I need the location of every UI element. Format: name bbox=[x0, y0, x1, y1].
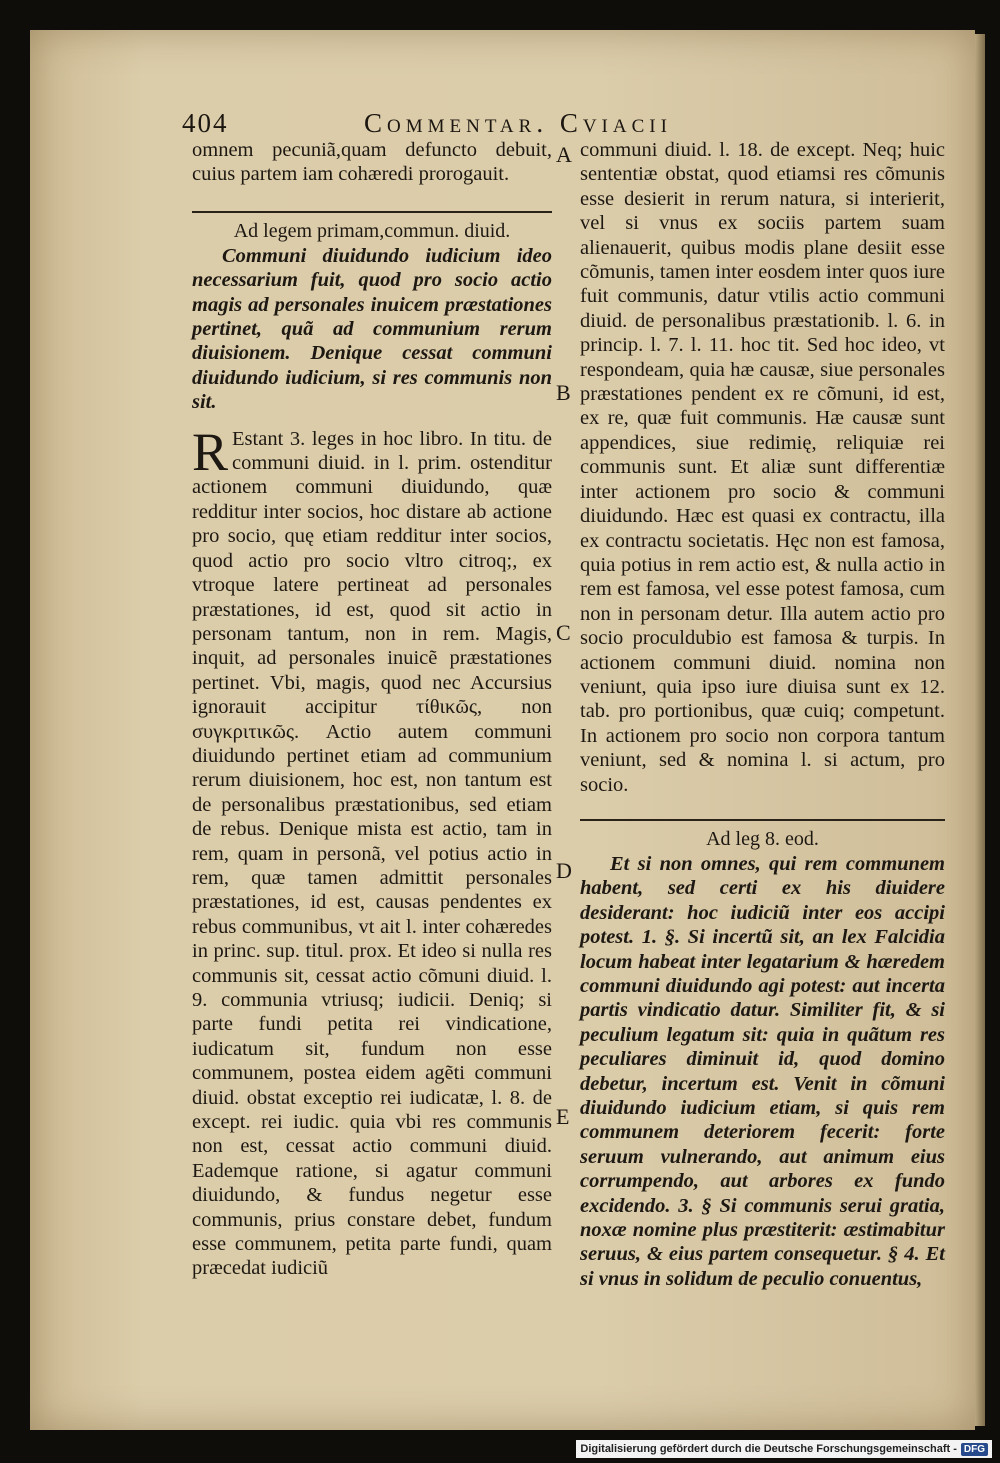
margin-letter-d: D bbox=[556, 858, 572, 883]
right-column bbox=[580, 138, 945, 1291]
drop-cap: R bbox=[192, 421, 229, 482]
footer-text: Digitalisierung gefördert durch die Deutsche Forschungsgemeinschaft - bbox=[580, 1443, 957, 1455]
dfg-logo-icon: DFG bbox=[961, 1443, 988, 1456]
margin-letter-b: B bbox=[556, 380, 571, 405]
margin-letter-e: E bbox=[556, 1104, 570, 1129]
left-top-text: omnem pecuniã,quam defuncto debuit, cuius partem iam cohæredi prorogauit. bbox=[192, 139, 552, 186]
page-edge bbox=[975, 34, 985, 1426]
left-section-heading: Ad legem primam,commun. diuid. bbox=[233, 219, 511, 242]
right-italic-text: Et si non omnes, qui rem communem habent, sed certi ex his diuidere desiderant: hoc iudiciũ inter eos accipi potest. 1. §. Si incertũ sit, an lex Falcidia locum habeat inter legatarium & hæredem communi diuidundo agi potest: aut incerta partis vindicatio datur. Similiter fit, & si peculium legatum sit: quia in quãtum res peculiares diminuit id, quod domino debetur, incertum est. Venit in cõmuni diuidundo iudicium etiam, si quis rem communem deteriorem fecerit: forte seruum vulnerando, aut animum eius corrumpendo, aut arbores ex fundo excidendo. 3. § Si communis serui gratia, noxæ nomine plus præstiterit: æstimabitur seruus, & eius partem consequetur. § 4. Et si vnus in solidum de peculio conuentus, bbox=[580, 852, 945, 1290]
section-rule bbox=[580, 819, 945, 821]
left-body-text: Estant 3. leges in hoc libro. In titu. de communi diuid. in l. prim. ostenditur actionem communi diuidundo, quæ redditur inter socios, hoc distare ab actione pro socio, quę etiam redditur inter socios, quod actio pro socio vltro citroq;, ex vtroque latere pertineat ad personales præstationes, id est, quod sit actio in personam tantum, non in rem. Magis, inquit, ad personales inuicẽ præstationes pertinet. Vbi, magis, quod nec Accursius ignorauit accipitur τίθικῶς, non συγκριτικῶς. Actio autem communi diuidundo pertinet etiam ad communium rerum diuisionem, hoc est, non tantum est de personalibus præstationibus, sed etiam de rebus. Denique mista est actio, tam in rem, quam in personã, vel potius actio in rem, quæ tamen admittit personales præstationes, id est, causas pendentes ex rebus communibus, vt ait l. inter cohæredes in princ. sup. titul. prox. Et ideo si nulla res communis sit, cessat actio cõmuni diuid. l. 9. communia vtriusq; iudicii. Deniq; si parte fundi petita rei vindicatione, iudicatum sit, fundum non esse communem, postea eidem agẽti communi diuid. obstat exceptio rei iudicatæ, l. 8. de except. rei iudic. quia vbi res communis non est, cessat actio communi diuid. Eademque ratione, si agatur communi diuidundo, & fundus negetur esse communis, prius constare debet, fundum esse communem, petita parte fundi, quam præcedat iudiciũ bbox=[192, 427, 552, 1280]
margin-letter-a: A bbox=[556, 142, 572, 167]
running-head: Commentar. Cviacii bbox=[364, 108, 672, 138]
right-section-heading: Ad leg 8. eod. bbox=[706, 827, 819, 850]
section-rule bbox=[192, 211, 552, 213]
margin-letter-c: C bbox=[556, 620, 571, 645]
digitization-footer bbox=[576, 1440, 992, 1458]
page-number: 404 bbox=[182, 108, 229, 138]
left-body bbox=[192, 421, 552, 1281]
left-summary: Communi diuidundo iudicium ideo necessarium fuit, quod pro socio actio magis ad personales inuicem præstationes pertinet, quã ad communium rerum diuisionem. Denique cessat communi diuidundo iudicium, si res communis non sit. bbox=[192, 244, 552, 414]
right-body: communi diuid. l. 18. de except. Neq; huic sententiæ obstat, quod etiamsi res cõmunis esse desierit in rerum natura, si interierit, vel si vnus ex sociis partem suam alienauerit, quibus modis plane desiit esse cõmunis, tamen inter eosdem inter quos iure fuit communis, datur vtilis actio communi diuid. de personalibus præstationib. l. 6. in princip. l. 7. l. 11. hoc tit. Sed hoc ideo, vt respondeam, quia hæ causæ, siue personales præstationes pendent ex re cõmuni, id est, ex re, quæ fuit communis. Hæ causæ sunt appendices, siue redimię, reliquiæ rei communis sunt. Et aliæ sunt differentiæ inter actionem pro socio & communi diuidundo. Hæc est quasi ex contractu, illa ex contractu societatis. Hęc non est famosa, quia potius in rem actio est, & nulla actio in rem est famosa, vel esse potest famosa, cum non in personam detur. Illa autem actio pro socio proculdubio est famosa & turpis. In actionem communi diuid. nomina non veniunt, quia ipso iure diuisa sunt ex 12. tab. pro portionibus, quæ cuiq; competunt. In actionem pro socio non corpora tantum veniunt, sed & nomina l. si actum, pro socio. bbox=[580, 139, 945, 796]
left-column bbox=[192, 138, 552, 1281]
